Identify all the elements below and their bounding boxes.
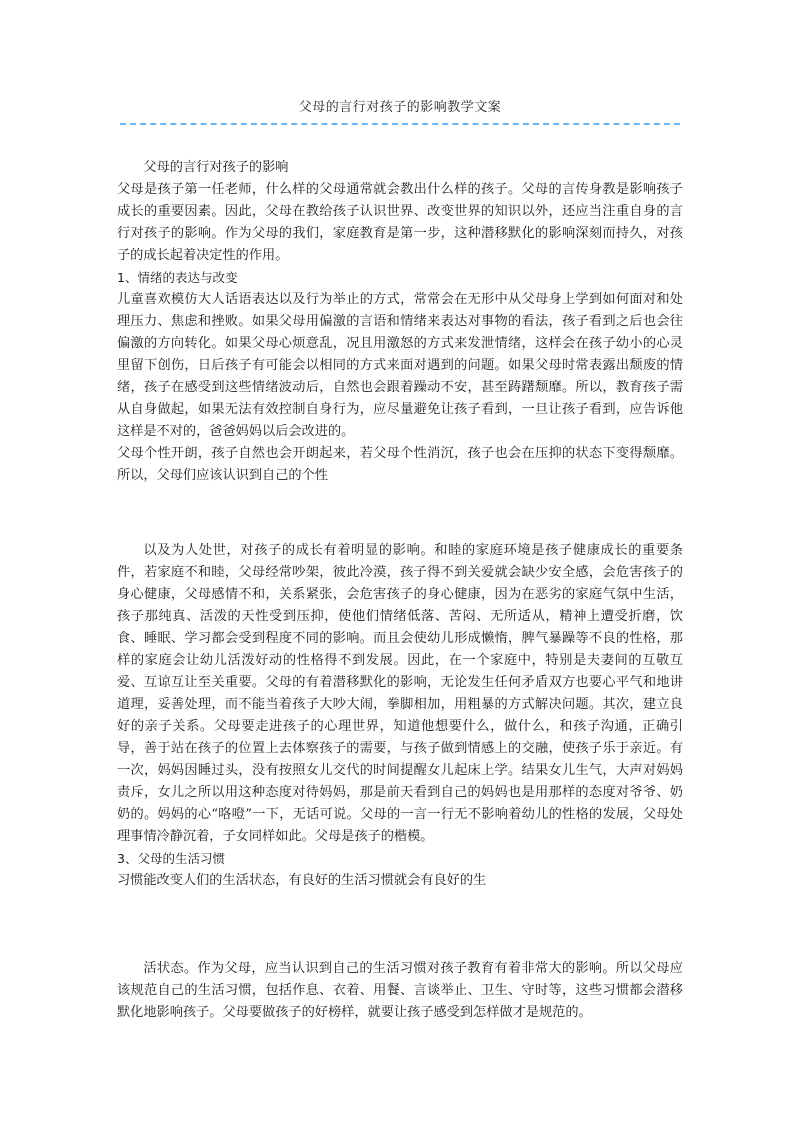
paragraph-1: 儿童喜欢模仿大人话语表达以及行为举止的方式，常常会在无形中从父母身上学到如何面对和处理压力、焦虑和挫败。如果父母用偏激的言语和情绪来表达对事物的看法，孩子看到之后也会往偏激的方向转化。如果父母心烦意乱，况且用激怒的方式来发泄情绪，这样会在孩子幼小的心灵里留下创伤，日后孩子有可能会以相同的方式来面对遇到的问题。如果父母时常表露出颓废的情绪，孩子在感受到这些情绪波动后，自然也会跟着躁动不安，甚至踌躇颓靡。所以，教育孩子需从自身做起，如果无法有效控制自身行为，应尽量避免让孩子看到，一旦让孩子看到，应告诉他这样是不对的，爸爸妈妈以后会改进的。 (117, 292, 683, 439)
content-block-2 (117, 540, 683, 892)
document-title: 父母的言行对孩子的影响教学文案 (298, 100, 502, 115)
intro-paragraph: 父母是孩子第一任老师，什么样的父母通常就会教出什么样的孩子。父母的言传身教是影响孩子成长的重要因素。因此，父母在教给孩子认识世界、改变世界的知识以外，还应当注重自身的言行对孩子的影响。作为父母的我们，家庭教育是第一步，这种潜移默化的影响深刻而持久，对孩子的成长起着决定性的作用。 (117, 182, 683, 263)
paragraph-4: 习惯能改变人们的生活状态，有良好的生活习惯就会有良好的生 (117, 873, 487, 888)
section-heading-3: 3、父母的生活习惯 (117, 851, 225, 866)
paragraph-3: 以及为人处世，对孩子的成长有着明显的影响。和睦的家庭环境是孩子健康成长的重要条件，若家庭不和睦，父母经常吵架，彼此冷漠，孩子得不到关爱就会缺少安全感，会危害孩子的身心健康，父母感情不和，关系紧张，会危害孩子的身心健康，因为在恶劣的家庭气氛中生活，孩子那纯真、活泼的天性受到压抑，使他们情绪低落、苦闷、无所适从，精神上遭受折磨，饮食、睡眠、学习都会受到程度不同的影响。而且会使幼儿形成懒惰，脾气暴躁等不良的性格，那样的家庭会让幼儿活泼好动的性格得不到发展。因此，在一个家庭中，特别是夫妻间的互敬互爱、互谅互让至关重要。父母的有着潜移默化的影响，无论发生任何矛盾双方也要心平气和地讲道理，妥善处理，而不能当着孩子大吵大闹，拳脚相加，用粗暴的方式解决问题。其次，建立良好的亲子关系。父母要走进孩子的心理世界，知道他想要什么，做什么，和孩子沟通，正确引导，善于站在孩子的位置上去体察孩子的需要，与孩子做到情感上的交融，使孩子乐于亲近。有一次，妈妈因睡过头，没有按照女儿交代的时间提醒女儿起床上学。结果女儿生气，大声对妈妈责斥，女儿之所以用这种态度对待妈妈，那是前天看到自己的妈妈也是用那样的态度对爷爷、奶奶的。妈妈的心“咯噔”一下，无话可说。父母的一言一行无不影响着幼儿的性格的发展，父母处理事情冷静沉着，子女同样如此。父母是孩子的楷模。 (117, 543, 683, 844)
paragraph-5: 活状态。作为父母，应当认识到自己的生活习惯对孩子教育有着非常大的影响。所以父母应该规范自己的生活习惯，包括作息、衣着、用餐、言谈举止、卫生、守时等，这些习惯都会潜移默化地影响孩子。父母要做孩子的好榜样，就要让孩子感受到怎样做才是规范的。 (117, 961, 683, 1020)
title-divider (120, 123, 680, 125)
intro-heading: 父母的言行对孩子的影响 (143, 160, 289, 175)
paragraph-2: 父母个性开朗，孩子自然也会开朗起来，若父母个性消沉，孩子也会在压抑的状态下变得颓靡。所以，父母们应该认识到自己的个性 (117, 446, 683, 483)
page-header (120, 96, 680, 125)
content-block-1 (117, 157, 683, 487)
content-block-3 (117, 958, 683, 1024)
section-heading-1: 1、情绪的表达与改变 (117, 270, 238, 285)
